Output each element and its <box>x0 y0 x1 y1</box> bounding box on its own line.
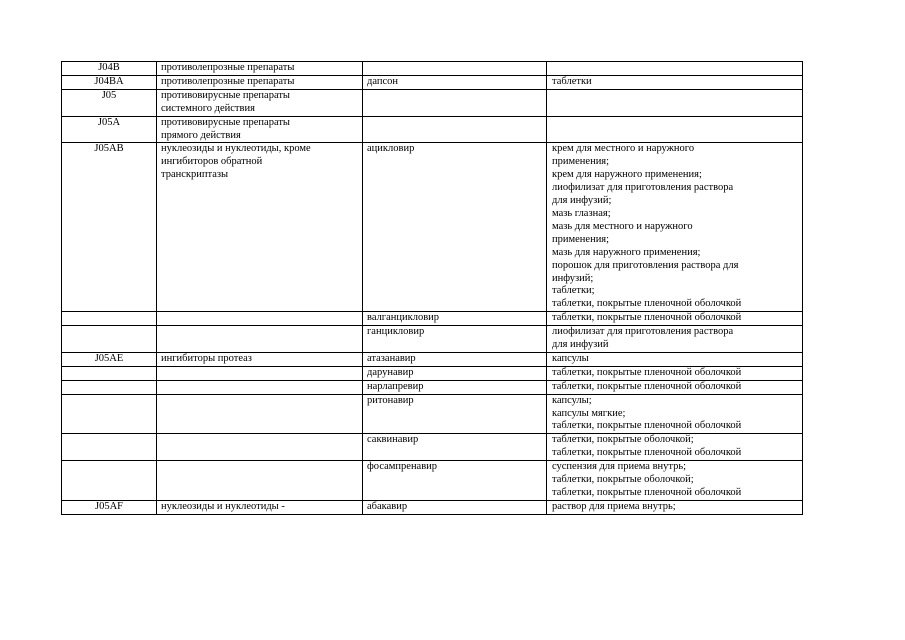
dosage-form-line: применения; <box>552 233 610 245</box>
dosage-form-line: таблетки, покрытые пленочной оболочкой <box>552 487 742 498</box>
dosage-form-line: порошок для приготовления раствора для <box>552 259 739 271</box>
atc-code-cell: J05AB <box>62 143 157 312</box>
atc-code-cell <box>62 366 157 380</box>
dosage-form-line: капсулы мягкие; <box>552 407 626 419</box>
dosage-form-line: для инфузий; <box>552 195 612 207</box>
atc-code-cell <box>62 434 157 461</box>
dosage-form-cell <box>547 312 803 326</box>
dosage-form-line: мазь для наружного применения; <box>552 246 701 258</box>
drug-name-cell: ритонавир <box>363 394 547 434</box>
table-row <box>62 75 803 89</box>
table-row <box>62 89 803 116</box>
atc-group-line: прямого действия <box>161 129 241 141</box>
dosage-form-cell <box>547 143 803 312</box>
dosage-form-cell <box>547 89 803 116</box>
atc-group-line: транскриптазы <box>161 169 229 181</box>
table-row <box>62 62 803 76</box>
atc-code-cell: J05AF <box>62 500 157 514</box>
dosage-form-cell <box>547 352 803 366</box>
atc-group-line: системного действия <box>161 102 255 114</box>
atc-group-line: нуклеозиды и нуклеотиды - <box>161 500 285 512</box>
atc-group-cell <box>157 366 363 380</box>
dosage-form-line: таблетки <box>552 75 592 87</box>
drug-name-cell: фосампренавир <box>363 461 547 501</box>
dosage-form-line: таблетки, покрытые пленочной оболочкой <box>552 447 742 459</box>
atc-code-cell: J05A <box>62 116 157 143</box>
atc-group-cell <box>157 326 363 353</box>
table-row <box>62 380 803 394</box>
table-row <box>62 394 803 434</box>
dosage-form-line: применения; <box>552 156 610 168</box>
dosage-form-cell <box>547 380 803 394</box>
dosage-form-line: мазь для местного и наружного <box>552 220 693 232</box>
dosage-form-line: лиофилизат для приготовления раствора <box>552 182 734 194</box>
dosage-form-line: таблетки, покрытые пленочной оболочкой <box>552 298 742 310</box>
atc-code-cell <box>62 461 157 501</box>
atc-group-cell <box>157 461 363 501</box>
atc-group-cell <box>157 75 363 89</box>
dosage-form-cell <box>547 326 803 353</box>
atc-group-line: противовирусные препараты <box>161 89 290 101</box>
drug-name-cell <box>363 89 547 116</box>
dosage-form-line: суспензия для приема внутрь; <box>552 461 687 473</box>
atc-code-cell: J05AE <box>62 352 157 366</box>
drug-name-cell <box>363 62 547 76</box>
dosage-form-cell <box>547 366 803 380</box>
atc-code-cell: J05 <box>62 89 157 116</box>
dosage-form-line: таблетки, покрытые пленочной оболочкой <box>552 366 742 378</box>
table-row <box>62 143 803 312</box>
dosage-form-line: таблетки, покрытые пленочной оболочкой <box>552 380 742 392</box>
atc-group-cell <box>157 352 363 366</box>
dosage-form-line: таблетки; <box>552 285 595 297</box>
dosage-form-line: таблетки, покрытые оболочкой; <box>552 474 694 486</box>
dosage-form-line: таблетки, покрытые пленочной оболочкой <box>552 312 742 324</box>
atc-code-cell <box>62 312 157 326</box>
atc-group-cell <box>157 394 363 434</box>
dosage-form-cell <box>547 75 803 89</box>
atc-group-cell <box>157 434 363 461</box>
dosage-form-line: для инфузий <box>552 339 609 351</box>
drug-name-cell: валганцикловир <box>363 312 547 326</box>
atc-group-cell <box>157 143 363 312</box>
dosage-form-line: таблетки, покрытые оболочкой; <box>552 434 694 446</box>
table-row <box>62 352 803 366</box>
dosage-form-line: крем для местного и наружного <box>552 143 695 155</box>
dosage-form-line: лиофилизат для приготовления раствора <box>552 326 734 338</box>
table-row <box>62 461 803 501</box>
atc-group-line: противолепрозные препараты <box>161 75 295 87</box>
dosage-form-line: крем для наружного применения; <box>552 169 702 181</box>
dosage-form-cell <box>547 62 803 76</box>
drug-name-cell: саквинавир <box>363 434 547 461</box>
atc-group-cell <box>157 89 363 116</box>
atc-group-line: ингибиторов обратной <box>161 156 263 168</box>
drug-name-cell <box>363 116 547 143</box>
table-row <box>62 326 803 353</box>
atc-group-cell <box>157 500 363 514</box>
dosage-form-line: таблетки, покрытые пленочной оболочкой <box>552 420 742 432</box>
drug-name-cell: дапсон <box>363 75 547 89</box>
atc-group-line: нуклеозиды и нуклеотиды, кроме <box>161 143 311 155</box>
atc-code-cell <box>62 394 157 434</box>
atc-code-cell: J04B <box>62 62 157 76</box>
table-row <box>62 312 803 326</box>
dosage-form-line: капсулы <box>552 352 589 364</box>
table-row <box>62 366 803 380</box>
dosage-form-line: мазь глазная; <box>552 207 611 219</box>
drug-name-cell: нарлапревир <box>363 380 547 394</box>
atc-code-cell <box>62 380 157 394</box>
drug-table-body <box>62 62 803 515</box>
dosage-form-cell <box>547 434 803 461</box>
atc-group-cell <box>157 312 363 326</box>
drug-name-cell: абакавир <box>363 500 547 514</box>
table-row <box>62 116 803 143</box>
drug-name-cell: ацикловир <box>363 143 547 312</box>
atc-group-cell <box>157 380 363 394</box>
atc-code-cell <box>62 326 157 353</box>
drug-table <box>61 61 803 515</box>
table-row <box>62 500 803 514</box>
dosage-form-cell <box>547 116 803 143</box>
atc-group-cell <box>157 116 363 143</box>
atc-group-line: ингибиторы протеаз <box>161 352 252 364</box>
drug-name-cell: дарунавир <box>363 366 547 380</box>
dosage-form-cell <box>547 500 803 514</box>
dosage-form-line: раствор для приема внутрь; <box>552 500 676 512</box>
table-row <box>62 434 803 461</box>
atc-group-cell <box>157 62 363 76</box>
dosage-form-cell <box>547 461 803 501</box>
atc-code-cell: J04BA <box>62 75 157 89</box>
drug-name-cell: атазанавир <box>363 352 547 366</box>
dosage-form-line: капсулы; <box>552 394 592 406</box>
dosage-form-cell <box>547 394 803 434</box>
dosage-form-line: инфузий; <box>552 272 594 284</box>
atc-group-line: противовирусные препараты <box>161 116 290 128</box>
drug-name-cell: ганцикловир <box>363 326 547 353</box>
atc-group-line: противолепрозные препараты <box>161 62 295 73</box>
